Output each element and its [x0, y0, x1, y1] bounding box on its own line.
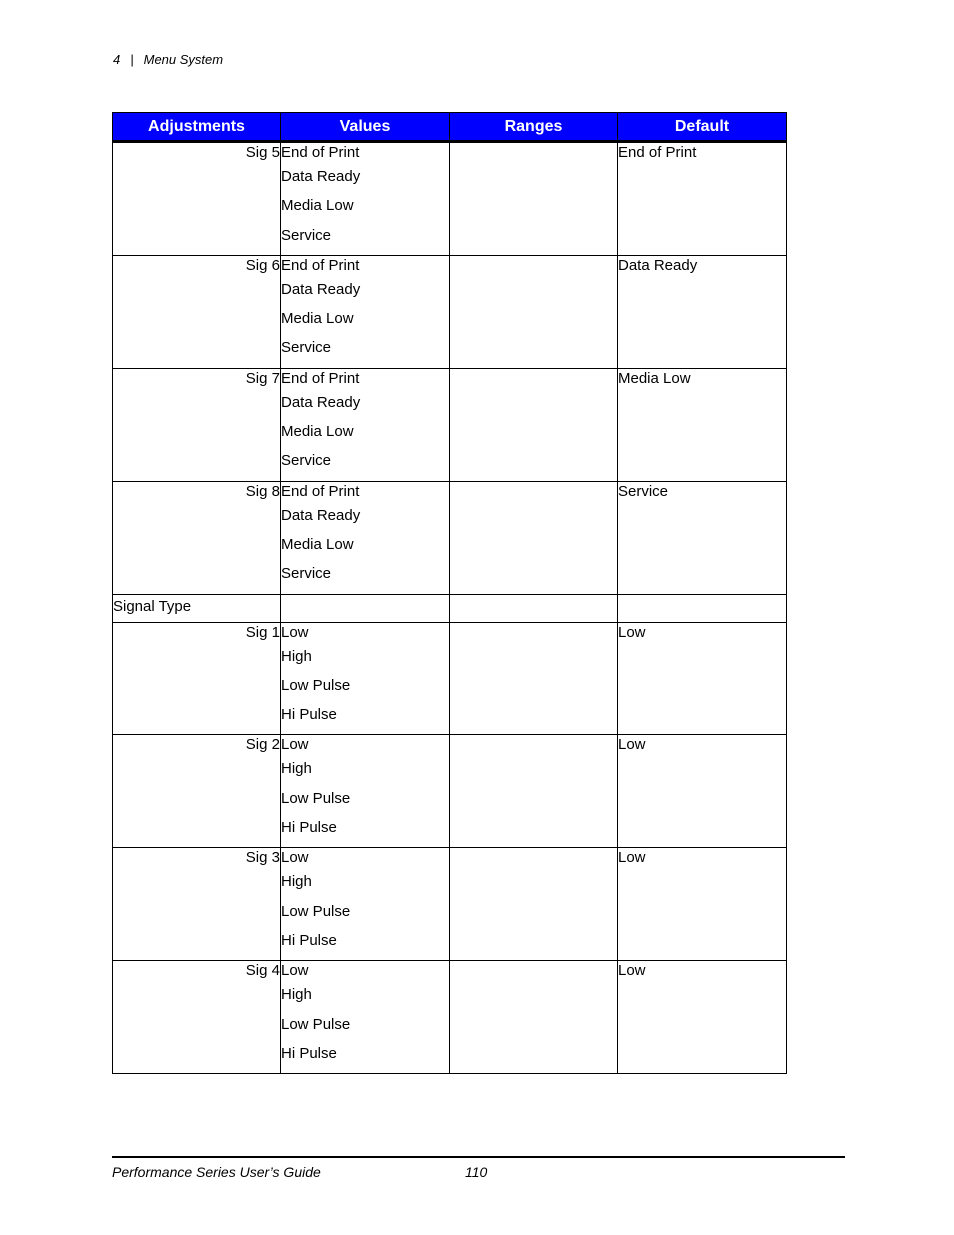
- adjustment-label: Sig 7: [245, 369, 280, 387]
- value-option: Low: [281, 736, 309, 754]
- value-option: Media Low: [281, 535, 354, 553]
- default-cell: [618, 481, 787, 594]
- column-header-ranges: Ranges: [450, 113, 618, 142]
- ranges-cell: [450, 735, 618, 848]
- menu-adjustments-table: [112, 112, 787, 1074]
- table-row: [113, 961, 787, 1074]
- table-row: [113, 735, 787, 848]
- values-cell: [281, 735, 450, 848]
- value-option: Media Low: [281, 423, 354, 441]
- ranges-cell: [450, 622, 618, 735]
- value-option: Service: [281, 452, 332, 470]
- ranges-cell: [450, 142, 618, 256]
- adjustment-cell: [113, 481, 281, 594]
- default-cell: [618, 735, 787, 848]
- empty-cell: [618, 594, 787, 622]
- table-row: [113, 142, 787, 256]
- section-title: Menu System: [143, 52, 224, 67]
- value-option: Service: [281, 339, 332, 357]
- value-option: Hi Pulse: [281, 1044, 337, 1062]
- default-value: Low: [618, 962, 646, 980]
- table-row: [113, 622, 787, 735]
- value-option: Service: [281, 565, 332, 583]
- group-label-text: Signal Type: [113, 597, 192, 615]
- default-cell: [618, 961, 787, 1074]
- ranges-cell: [450, 961, 618, 1074]
- column-header-values: Values: [281, 113, 450, 142]
- default-value: Low: [618, 623, 646, 641]
- adjustment-label: Sig 2: [245, 736, 280, 754]
- default-cell: [618, 368, 787, 481]
- group-label: [113, 594, 281, 622]
- table-header-row: [113, 113, 787, 142]
- empty-cell: [450, 594, 618, 622]
- adjustment-cell: [113, 622, 281, 735]
- table-group-row: [113, 594, 787, 622]
- running-header: [113, 52, 223, 67]
- value-option: High: [281, 647, 312, 665]
- value-option: Data Ready: [281, 280, 361, 298]
- values-cell: [281, 255, 450, 368]
- values-cell: [281, 622, 450, 735]
- adjustment-cell: [113, 255, 281, 368]
- default-cell: [618, 255, 787, 368]
- value-option: Low Pulse: [281, 902, 351, 920]
- value-option: Data Ready: [281, 506, 361, 524]
- adjustment-label: Sig 4: [245, 962, 280, 980]
- adjustment-cell: [113, 848, 281, 961]
- value-option: High: [281, 873, 312, 891]
- adjustment-cell: [113, 142, 281, 256]
- default-value: End of Print: [618, 144, 697, 161]
- page-number: 110: [465, 1164, 488, 1180]
- values-cell: [281, 142, 450, 256]
- values-cell: [281, 961, 450, 1074]
- adjustment-cell: [113, 735, 281, 848]
- value-option: End of Print: [281, 369, 360, 387]
- ranges-cell: [450, 481, 618, 594]
- adjustment-label: Sig 8: [245, 482, 280, 500]
- adjustment-cell: [113, 368, 281, 481]
- adjustment-label: Sig 3: [245, 849, 280, 867]
- column-header-adjustments: Adjustments: [113, 113, 281, 142]
- value-option: Low Pulse: [281, 676, 351, 694]
- ranges-cell: [450, 255, 618, 368]
- value-option: Low: [281, 623, 309, 641]
- default-value: Low: [618, 736, 646, 754]
- value-option: End of Print: [281, 256, 360, 274]
- default-value: Low: [618, 849, 646, 867]
- value-option: End of Print: [281, 144, 360, 161]
- value-option: Hi Pulse: [281, 931, 337, 949]
- value-option: Data Ready: [281, 168, 361, 185]
- value-option: End of Print: [281, 482, 360, 500]
- value-option: Low: [281, 849, 309, 867]
- default-cell: [618, 848, 787, 961]
- value-option: Hi Pulse: [281, 706, 337, 724]
- ranges-cell: [450, 848, 618, 961]
- empty-cell: [281, 594, 450, 622]
- value-option: High: [281, 986, 312, 1004]
- adjustment-label: Sig 1: [245, 623, 280, 641]
- value-option: Low: [281, 962, 309, 980]
- value-option: Data Ready: [281, 393, 361, 411]
- header-separator: |: [130, 52, 134, 67]
- footer-guide-title: Performance Series User’s Guide: [112, 1164, 321, 1180]
- chapter-number: 4: [113, 52, 121, 67]
- table-row: [113, 481, 787, 594]
- values-cell: [281, 848, 450, 961]
- value-option: High: [281, 760, 312, 778]
- table-row: [113, 255, 787, 368]
- default-value: Service: [618, 482, 669, 500]
- value-option: Low Pulse: [281, 1015, 351, 1033]
- value-option: Media Low: [281, 310, 354, 328]
- value-option: Hi Pulse: [281, 819, 337, 837]
- default-value: Data Ready: [618, 256, 698, 274]
- values-cell: [281, 481, 450, 594]
- table-row: [113, 368, 787, 481]
- default-value: Media Low: [618, 369, 691, 387]
- adjustment-label: Sig 5: [245, 144, 280, 161]
- footer-rule: [112, 1156, 845, 1158]
- table-row: [113, 848, 787, 961]
- adjustment-cell: [113, 961, 281, 1074]
- value-option: Service: [281, 226, 332, 244]
- column-header-default: Default: [618, 113, 787, 142]
- adjustment-label: Sig 6: [245, 256, 280, 274]
- ranges-cell: [450, 368, 618, 481]
- default-cell: [618, 622, 787, 735]
- table-body: [113, 142, 787, 1074]
- value-option: Low Pulse: [281, 789, 351, 807]
- values-cell: [281, 368, 450, 481]
- value-option: Media Low: [281, 197, 354, 215]
- default-cell: [618, 142, 787, 256]
